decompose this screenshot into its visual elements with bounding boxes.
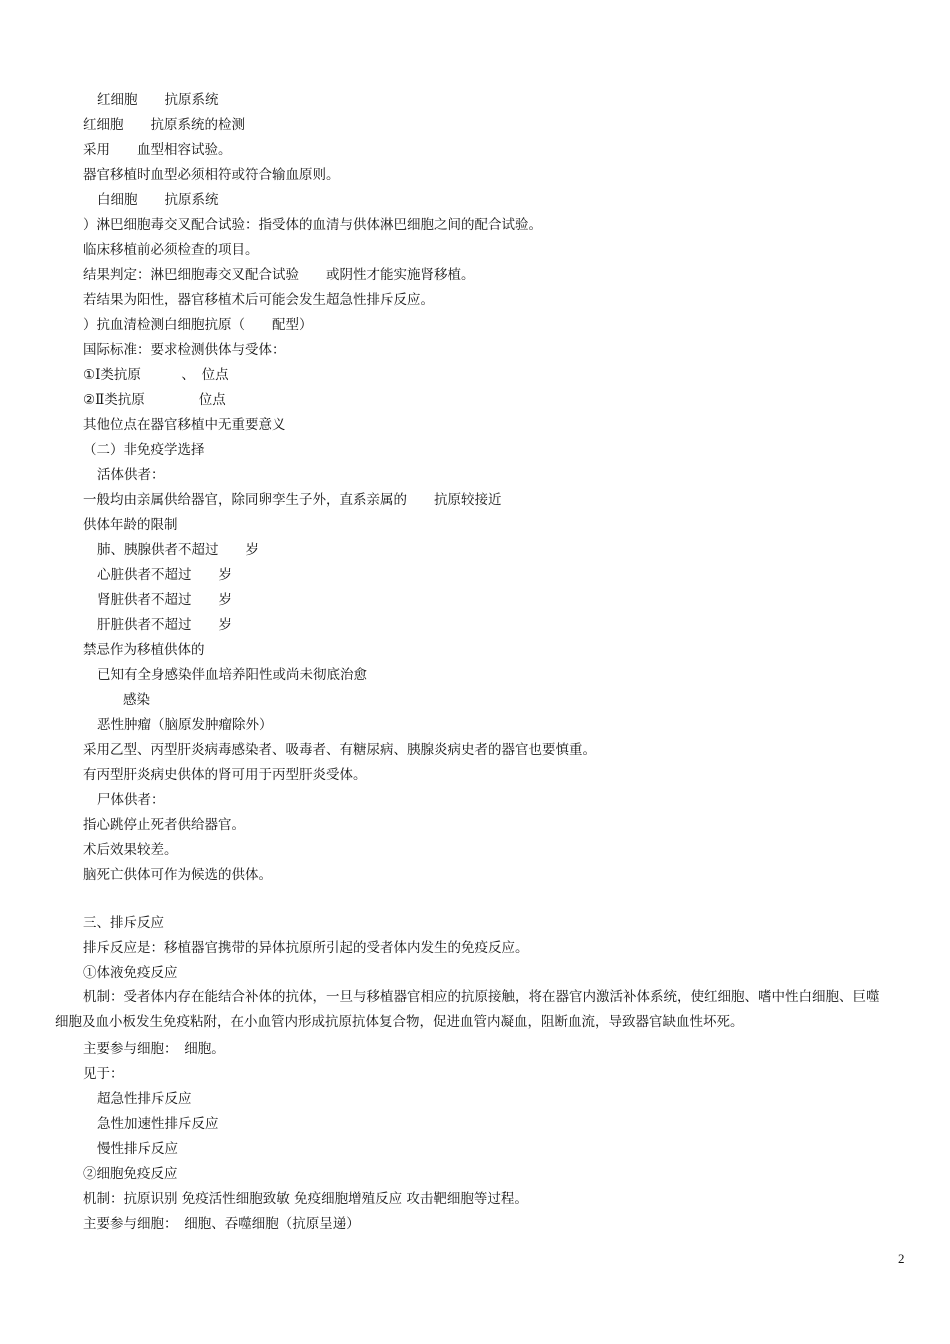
text-line: 三、排斥反应 xyxy=(83,915,164,931)
text-line: 一般均由亲属供给器官，除同卵孪生子外，直系亲属的 抗原较接近 xyxy=(83,492,502,508)
text-line: ②Ⅱ类抗原 位点 xyxy=(83,392,226,408)
text-line: ①体液免疫反应 xyxy=(83,965,178,981)
text-line: 结果判定：淋巴细胞毒交叉配合试验 或阴性才能实施肾移植。 xyxy=(83,267,475,283)
text-line: 脑死亡供体可作为候选的供体。 xyxy=(83,867,272,883)
text-line: 已知有全身感染伴血培养阳性或尚未彻底治愈 xyxy=(97,667,367,683)
text-line: 临床移植前必须检查的项目。 xyxy=(83,242,259,258)
text-line: 活体供者： xyxy=(97,467,165,483)
text-line: 白细胞 抗原系统 xyxy=(97,192,219,208)
text-line: 国际标准：要求检测供体与受体： xyxy=(83,342,286,358)
text-line: 恶性肿瘤（脑原发肿瘤除外） xyxy=(97,717,273,733)
text-line: 采用 血型相容试验。 xyxy=(83,142,232,158)
text-line: 慢性排斥反应 xyxy=(97,1141,178,1157)
text-line: 主要参与细胞： 细胞。 xyxy=(83,1041,225,1057)
text-line: 排斥反应是：移植器官携带的异体抗原所引起的受者体内发生的免疫反应。 xyxy=(83,940,529,956)
text-line: 器官移植时血型必须相符或符合输血原则。 xyxy=(83,167,340,183)
text-line: ②细胞免疫反应 xyxy=(83,1166,178,1182)
text-line: 机制：受者体内存在能结合补体的抗体，一旦与移植器官相应的抗原接触，将在器官内激活补体系统，使红细胞、嗜中性白细胞、巨噬细胞及血小板发生免疫粘附，在小血管内形成抗原抗体复合物，促进血管内凝血，阻断血流，导致器官缺血性坏死。 xyxy=(55,989,880,1030)
text-line: 感染 xyxy=(123,692,150,708)
page-number: 2 xyxy=(898,1251,905,1266)
text-line: （二）非免疫学选择 xyxy=(83,442,205,458)
text-line: ）淋巴细胞毒交叉配合试验：指受体的血清与供体淋巴细胞之间的配合试验。 xyxy=(83,217,542,233)
text-line: 急性加速性排斥反应 xyxy=(97,1116,219,1132)
text-line: 禁忌作为移植供体的 xyxy=(83,642,205,658)
text-line: 若结果为阳性，器官移植术后可能会发生超急性排斥反应。 xyxy=(83,292,434,308)
text-line: 术后效果较差。 xyxy=(83,842,178,858)
text-line: ）抗血清检测白细胞抗原（ 配型） xyxy=(83,317,313,333)
text-line: 供体年龄的限制 xyxy=(83,517,178,533)
text-line: 红细胞 抗原系统 xyxy=(97,92,219,108)
text-line: 主要参与细胞： 细胞、吞噬细胞（抗原呈递） xyxy=(83,1216,360,1232)
text-line: 超急性排斥反应 xyxy=(97,1091,192,1107)
text-line: 采用乙型、丙型肝炎病毒感染者、吸毒者、有糖尿病、胰腺炎病史者的器官也要慎重。 xyxy=(83,742,596,758)
text-line: ①Ⅰ类抗原 、 位点 xyxy=(83,367,229,383)
text-line: 心脏供者不超过 岁 xyxy=(97,567,232,583)
text-line: 其他位点在器官移植中无重要意义 xyxy=(83,417,286,433)
text-line: 见于： xyxy=(83,1066,124,1082)
text-line: 肝脏供者不超过 岁 xyxy=(97,617,232,633)
text-line: 肺、胰腺供者不超过 岁 xyxy=(97,542,259,558)
text-line: 机制：抗原识别 免疫活性细胞致敏 免疫细胞增殖反应 攻击靶细胞等过程。 xyxy=(83,1191,528,1207)
text-line: 红细胞 抗原系统的检测 xyxy=(83,117,245,133)
text-line: 尸体供者： xyxy=(97,792,165,808)
text-line: 肾脏供者不超过 岁 xyxy=(97,592,232,608)
text-line: 指心跳停止死者供给器官。 xyxy=(83,817,245,833)
text-line: 有丙型肝炎病史供体的肾可用于丙型肝炎受体。 xyxy=(83,767,367,783)
